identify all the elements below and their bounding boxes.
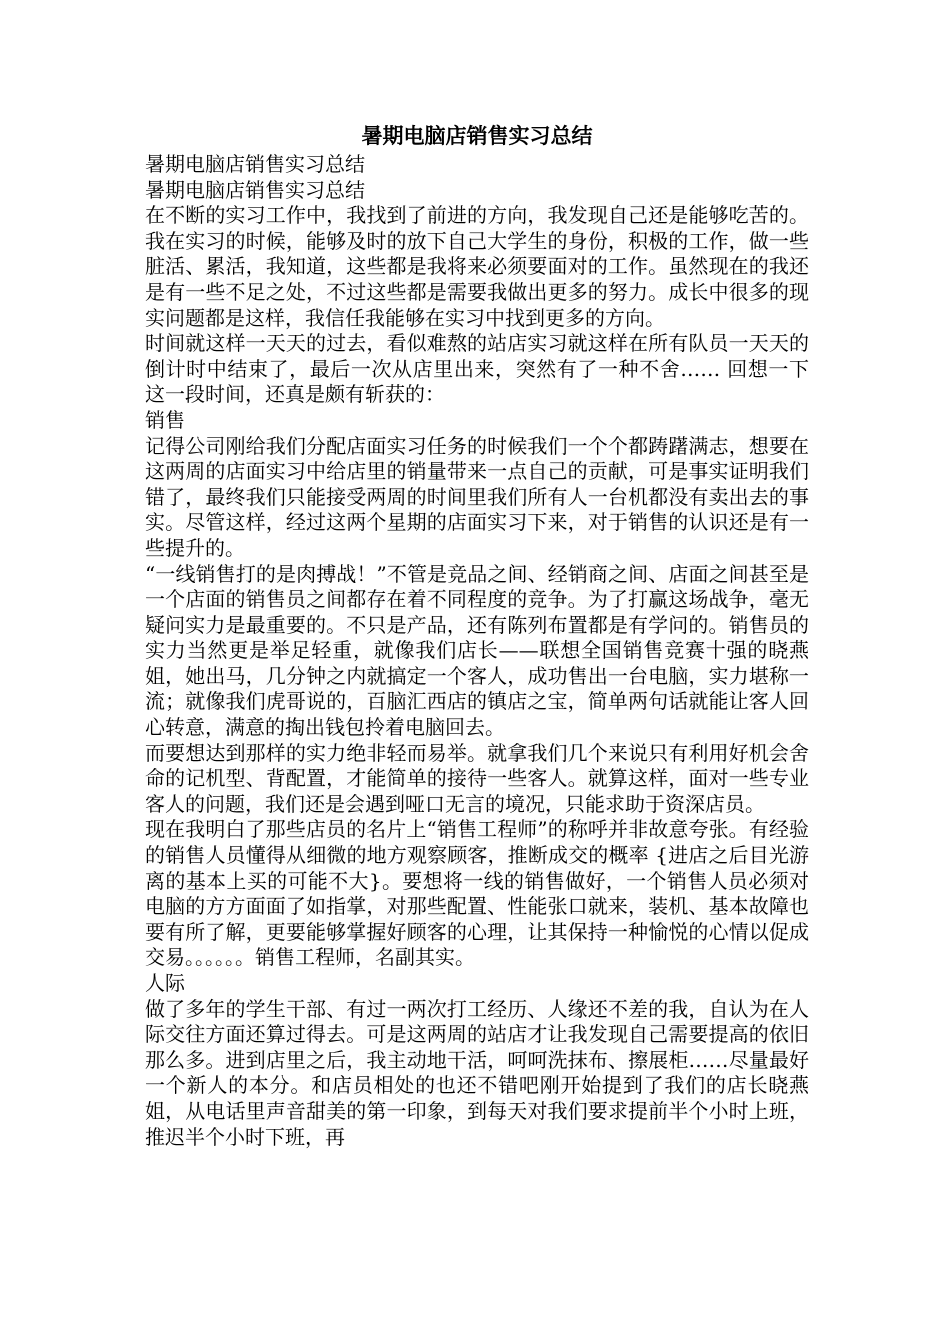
paragraph: 时间就这样一天天的过去，看似难熬的站店实习就这样在所有队员一天天的倒计时中结束了，最后一次从店里出来，突然有了一种不舍…… 回想一下这一段时间，还真是颇有斩获的：	[145, 331, 809, 407]
document-subtitle: 暑期电脑店销售实习总结	[145, 177, 365, 202]
section-heading: 销售	[145, 407, 185, 432]
paragraph: “一线销售打的是肉搏战！”不管是竞品之间、经销商之间、店面之间甚至是一个店面的销售员之间都存在着不同程度的竞争。为了打赢这场战争，毫无疑问实力是最重要的。不只是产品，还有陈列布置都是有学问的。销售员的实力当然更是举足轻重，就像我们店长——联想全国销售竞赛十强的晓燕姐，她出马，几分钟之内就搞定一个客人，成功售出一台电脑，实力堪称一流；就像我们虎哥说的，百脑汇西店的镇店之宝，简单两句话就能让客人回心转意，满意的掏出钱包拎着电脑回去。	[145, 561, 809, 740]
paragraph: 而要想达到那样的实力绝非轻而易举。就拿我们几个来说只有利用好机会舍命的记机型、背配置，才能简单的接待一些客人。就算这样，面对一些专业客人的问题，我们还是会遇到哑口无言的境况，只能求助于资深店员。	[145, 740, 809, 816]
paragraph: 在不断的实习工作中，我找到了前进的方向，我发现自己还是能够吃苦的。我在实习的时候，能够及时的放下自己大学生的身份，积极的工作，做一些脏活、累活，我知道，这些都是我将来必须要面对的工作。虽然现在的我还是有一些不足之处，不过这些都是需要我做出更多的努力。成长中很多的现实问题都是这样，我信任我能够在实习中找到更多的方向。	[145, 203, 809, 330]
document-title: 暑期电脑店销售实习总结	[361, 123, 593, 148]
document-body	[145, 120, 809, 1150]
document-subtitle: 暑期电脑店销售实习总结	[145, 152, 365, 176]
paragraph: 现在我明白了那些店员的名片上“销售工程师”的称呼并非故意夸张。有经验的销售人员懂得从细微的地方观察顾客，推断成交的概率 {进店之后目光游离的基本上买的可能不大}。要想将一线的销售做好，一个销售人员必须对电脑的方方面面了如指掌，对那些配置、性能张口就来，装机、基本故障也要有所了解，更要能够掌握好顾客的心理，让其保持一种愉悦的心情以促成交易。。。。。。销售工程师，名副其实。	[145, 817, 809, 970]
paragraph: 记得公司刚给我们分配店面实习任务的时候我们一个个都踌躇满志，想要在这两周的店面实习中给店里的销量带来一点自己的贡献，可是事实证明我们错了，最终我们只能接受两周的时间里我们所有人一台机都没有卖出去的事实。尽管这样，经过这两个星期的店面实习下来，对于销售的认识还是有一些提升的。	[145, 433, 809, 560]
paragraph: 做了多年的学生干部、有过一两次打工经历、人缘还不差的我，自认为在人际交往方面还算过得去。可是这两周的站店才让我发现自己需要提高的依旧那么多。进到店里之后，我主动地干活，呵呵洗抹布、擦展柜……尽量最好一个新人的本分。和店员相处的也还不错吧刚开始提到了我们的店长晓燕姐，从电话里声音甜美的第一印象，到每天对我们要求提前半个小时上班，推迟半个小时下班，再	[145, 996, 809, 1149]
section-heading: 人际	[145, 971, 185, 995]
